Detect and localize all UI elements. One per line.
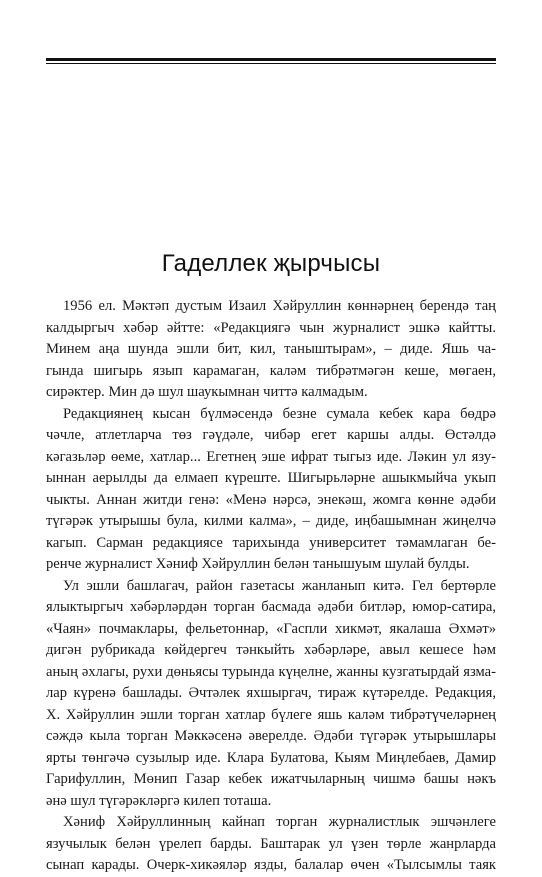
text-line: ренче журналист Хәниф Хәйруллин белән танышуым шулай булды.	[46, 556, 470, 572]
text-line: кәгазьләр өеме, хатлар... Егетнең эше ифрат тыгыз иде. Ләкин ул язу-	[46, 448, 496, 465]
text-line: сәждә кыла торган Мәккәсенә әверелде. Әдәби түгәрәк утырышлары	[46, 728, 496, 744]
body-text	[46, 296, 496, 877]
text-line: калдыргыч хәбәр әйтте: «Редакциягә чын журналист эшкә кайтты.	[46, 319, 496, 336]
header-rule-thin	[46, 63, 496, 64]
text-line: «Чаян» почмаклары, фельетоннар, «Гаспли хикмәт, якалаша Әхмәт»	[46, 620, 496, 637]
paragraph	[46, 812, 496, 877]
text-line: әнә шул түгәрәкләргә килеп тоташа.	[46, 792, 272, 809]
text-line: Редакциянең кысан бүлмәсендә безне сумала кебек кара бөдрә	[63, 405, 496, 422]
text-line: чыкты. Аннан житди генә: «Менә нәрсә, энекәш, жомга көнне әдәби	[46, 491, 496, 508]
text-line: кагып. Сарман редакциясе тарихында университет тәмамлаган бе-	[46, 534, 496, 551]
text-line: дигән рубрикада көйдергеч тәнкыйть хәбәрләре, авыл кешесе һәм	[46, 642, 496, 658]
text-line: 1956 ел. Мәктәп дустым Изаил Хәйруллин көннәрнең берендә таң	[63, 298, 496, 314]
text-line: ялыктыргыч хәбәрләрдән торган басмада әдәби битләр, юмор-сатира,	[46, 599, 496, 615]
paragraph	[46, 576, 496, 813]
text-line: сирәктер. Мин дә шул шаукымнан читтә калмадым.	[46, 384, 368, 400]
text-line: Ул эшли башлагач, район газетасы жанланып китә. Гел бертөрле	[63, 577, 496, 594]
text-line: Хәниф Хәйруллинның кайнап торган журналистлык эшчәнлеге	[63, 814, 496, 830]
text-line: аның әхлагы, рухи дөньясы турында күңелне, жанны кузгатырдай язма-	[46, 663, 496, 680]
text-line: ярты төнгәчә сузылыр иде. Клара Булатова, Кыям Миңлебаев, Дамир	[46, 749, 496, 766]
text-line: лар күренә башлады. Әчтәлек яхшыргач, тираж күтәрелде. Редакция,	[46, 685, 496, 701]
text-line: чәчле, атлетларча төз гәүдәле, чибәр егет каршы алды. Өстәлдә	[46, 427, 496, 443]
paragraph	[46, 404, 496, 576]
text-line: язучылык белән үрелеп барды. Баштарак ул үзен төрле жанрларда	[46, 835, 496, 852]
text-line: сынап карады. Очерк-хикәяләр язды, балалар өчен «Тылсымлы таяк	[46, 857, 496, 873]
chapter-title: Гаделлек җырчысы	[161, 250, 381, 277]
text-line: гында шигырь язып карамаган, каләм тибрәтмәгән кеше, мөгаен,	[46, 362, 496, 379]
header-rule-thick	[46, 58, 496, 61]
text-line: Х. Хәйруллин эшли торган хатлар бүлеге яшь каләм тибрәтүчеләрнең	[46, 706, 496, 723]
text-line: Гарифуллин, Мөнип Газар кебек ижатчыларның чишмә башы нәкъ	[46, 771, 496, 787]
paragraph	[46, 296, 496, 404]
text-line: ыннан аерылды да елмаеп күреште. Шигырьләрне ашыкмыйча укып	[46, 470, 496, 486]
text-line: түгәрәк утырышы була, килми калма», – диде, иңбашымнан жиңелчә	[46, 513, 496, 529]
text-line: Минем аңа шунда эшли бит, кил, таныштырам», – диде. Яшь ча-	[46, 341, 496, 357]
